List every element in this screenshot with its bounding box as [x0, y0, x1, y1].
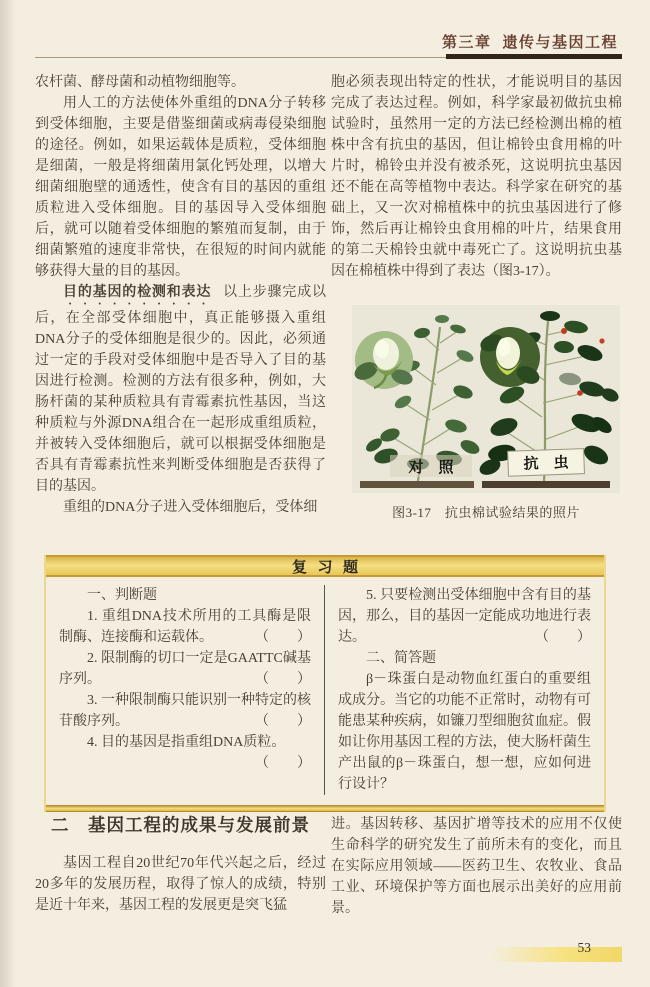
review-box [44, 555, 606, 812]
cotton-photo [352, 305, 620, 493]
figure-caption: 图3-17 抗虫棉试验结果的照片 [392, 505, 580, 520]
review-question [59, 732, 311, 771]
label-card [508, 449, 585, 477]
review-question [59, 648, 311, 690]
section-heading: 二 基因工程的成果与发展前景 [51, 815, 310, 835]
review-section-title: 二、简答题 [366, 651, 436, 666]
answer-blank: （ ） [255, 672, 311, 687]
paragraph: 进。基因转移、基因扩增等技术的应用不仅使生命科学的研究发生了前所未有的变化，而且在实际应用领域——医药卫生、农牧业、食品工业、环境保护等方面也展示出美好的应用前景。 [331, 817, 622, 916]
answer-blank: （ ） [255, 714, 311, 729]
answer-blank: （ ） [535, 630, 591, 645]
review-title-bar [46, 555, 604, 577]
review-question [338, 585, 591, 648]
review-question: β－珠蛋白是动物血红蛋白的重要组成成分。当它的功能不正常时，动物有可能患某种疾病，如镰刀型细胞贫血症。假如让你用基因工程的方法，使大肠杆菌生产出鼠的β－珠蛋白，想一想，应如何进行设计？ [338, 672, 591, 792]
review-right-column [325, 585, 604, 795]
page-footer [490, 940, 622, 962]
figure-label-btcotton: 抗 虫 [523, 454, 569, 473]
page-number-bar [490, 940, 622, 962]
review-left-column [46, 585, 325, 795]
review-title: 复习题 [291, 558, 369, 576]
left-column [35, 72, 326, 518]
question-text: 4. 目的基因是指重组DNA质粒。 [87, 735, 286, 750]
paragraph: 基因工程自20世纪70年代兴起之后，经过20多年的发展历程，取得了惊人的成绩，特别是近十年来，基因工程的发展更是突飞猛 [35, 856, 326, 913]
review-question [59, 690, 311, 732]
chapter-number: 第三章 [441, 34, 492, 51]
paragraph: 用人工的方法使体外重组的DNA分子转移到受体细胞，主要是借鉴细菌或病毒侵染细胞的途径。例如，如果运载体是质粒，受体细胞是细菌，一般是将细菌用氯化钙处理，以增大细菌细胞壁的通透性，使含有目的基因的重组质粒进入受体细胞。目的基因导入受体细胞后，就可以随着受体细胞的繁殖而复制，由于细菌繁殖的速度非常快，在很短的时间内就能够获得大量的目的基因。 [35, 96, 326, 279]
page-binding-shadow [0, 0, 16, 987]
review-question [59, 606, 311, 648]
question-text: 1. 重组DNA技术所用的工具酶是限制酶、连接酶和运载体。 [59, 609, 311, 645]
review-section-title: 一、判断题 [87, 588, 157, 603]
figure-3-17 [352, 305, 620, 523]
question-text: 5. 只要检测出受体细胞中含有目的基因，那么，目的基因一定能成功地进行表达。 [338, 588, 591, 645]
right-column [331, 72, 622, 523]
question-text: 3. 一种限制酶只能识别一种特定的核苷酸序列。 [59, 693, 311, 729]
answer-blank: （ ） [255, 630, 311, 645]
figure-label-control: 对 照 [408, 459, 454, 476]
page-header [35, 31, 622, 58]
review-body [46, 577, 604, 805]
left-column-bottom [35, 853, 326, 916]
page-number: 53 [577, 940, 591, 955]
answer-blank: （ ） [255, 756, 311, 771]
header-accent-bar [446, 54, 622, 59]
chapter-title: 遗传与基因工程 [502, 34, 618, 51]
paragraph [35, 282, 326, 497]
paragraph-text: 以上步骤完成以后，在全部受体细胞中，真正能够摄入重组DNA分子的受体细胞是很少的。因此，必须通过一定的手段对受体细胞中是否导入了目的基因进行检测。检测的方法有很多种，例如，大肠杆菌的某种质粒具有青霉素抗性基因，当这种质粒与外源DNA组合在一起形成重组质粒，并被转入受体细胞后，就可以根据受体细胞是否具有青霉素抗性来判断受体细胞是否获得了目的基因。 [35, 285, 327, 494]
chapter-header [35, 31, 622, 52]
right-column-bottom [331, 814, 622, 919]
paragraph: 农杆菌、酵母菌和动植物细胞等。 [35, 75, 245, 90]
ground-strip [482, 481, 610, 488]
paragraph: 重组的DNA分子进入受体细胞后，受体细 [63, 500, 318, 515]
ground-strip [360, 481, 474, 488]
question-text: 2. 限制酶的切口一定是GAATTC碱基序列。 [59, 651, 311, 687]
emphasized-term: 目的基因的检测和表达 [63, 285, 212, 300]
paragraph: 胞必须表现出特定的性状，才能说明目的基因完成了表达过程。例如，科学家最初做抗虫棉试验时，虽然用一定的方法已经检测出棉的植株中含有抗虫的基因，但让棉铃虫食用棉的叶片时，棉铃虫并没有被杀死，这说明抗虫基因还不能在高等植物中表达。科学家在研究的基础上，又一次对棉植株中的抗虫基因进行了修饰，然后再让棉铃虫食用棉的叶片，结果食用的第二天棉铃虫就中毒死亡了。这说明抗虫基因在棉植株中得到了表达（图3-17）。 [331, 75, 622, 279]
review-bottom-bar [46, 805, 604, 812]
